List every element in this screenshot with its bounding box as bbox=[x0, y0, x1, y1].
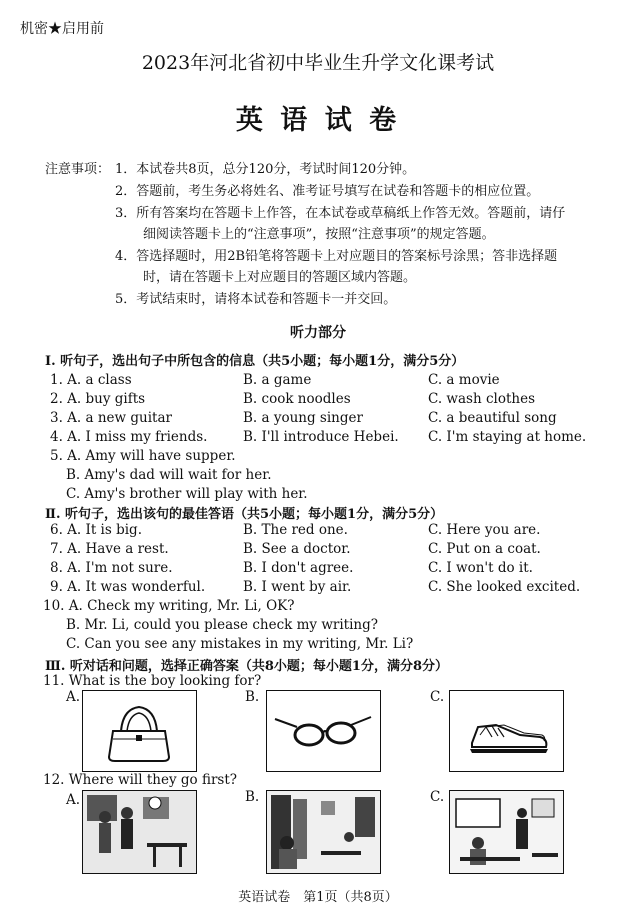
page-footer: 英语试卷 第1页（共8页） bbox=[238, 890, 398, 905]
q7-option-b: B. See a doctor. bbox=[243, 541, 351, 557]
notice-item: 5．考试结束时，请将本试卷和答题卡一并交回。 bbox=[115, 292, 397, 307]
q12-question: 12. Where will they go first? bbox=[43, 772, 237, 788]
q1-option-c: C. a movie bbox=[428, 372, 500, 388]
q4-option-a: 4. A. I miss my friends. bbox=[50, 429, 208, 445]
q12-label-c: C. bbox=[430, 789, 445, 805]
handbag-icon bbox=[83, 691, 196, 771]
q11-label-c: C. bbox=[430, 689, 445, 705]
q1-option-b: B. a game bbox=[243, 372, 312, 388]
q11-picture-b bbox=[266, 690, 381, 772]
classroom-scene-icon bbox=[450, 791, 563, 873]
q9-option-b: B. I went by air. bbox=[243, 579, 352, 595]
q9-option-c: C. She looked excited. bbox=[428, 579, 581, 595]
subject-title: 英 语 试 卷 bbox=[235, 105, 401, 136]
q9-option-a: 9. A. It was wonderful. bbox=[50, 579, 206, 595]
notice-item: 3．所有答案均在答题卡上作答，在本试卷或草稿纸上作答无效。答题前，请仔 bbox=[115, 206, 566, 221]
q11-label-a: A. bbox=[66, 689, 81, 705]
q2-option-b: B. cook noodles bbox=[243, 391, 351, 407]
exam-title: 2023年河北省初中毕业生升学文化课考试 bbox=[141, 52, 495, 74]
q2-option-a: 2. A. buy gifts bbox=[50, 391, 146, 407]
q7-option-a: 7. A. Have a rest. bbox=[50, 541, 169, 557]
part3-title: Ⅲ. 听对话和问题，选择正确答案（共8小题；每小题1分，满分8分） bbox=[45, 659, 449, 674]
glasses-icon bbox=[267, 691, 380, 771]
q8-option-b: B. I don't agree. bbox=[243, 560, 354, 576]
q12-picture-a bbox=[82, 790, 197, 874]
q1-option-a: 1. A. a class bbox=[50, 372, 132, 388]
q6-option-a: 6. A. It is big. bbox=[50, 522, 142, 538]
q12-label-b: B. bbox=[245, 789, 260, 805]
q3-option-a: 3. A. a new guitar bbox=[50, 410, 172, 426]
q12-picture-c bbox=[449, 790, 564, 874]
q11-picture-a bbox=[82, 690, 197, 772]
part2-title: Ⅱ. 听句子，选出该句的最佳答语（共5小题；每小题1分，满分5分） bbox=[45, 507, 444, 522]
notice-item: 1．本试卷共8页，总分120分，考试时间120分钟。 bbox=[115, 162, 416, 177]
q8-option-c: C. I won't do it. bbox=[428, 560, 533, 576]
part1-title: Ⅰ. 听句子，选出句子中所包含的信息（共5小题；每小题1分，满分5分） bbox=[45, 354, 465, 369]
q11-picture-c bbox=[449, 690, 564, 772]
q6-option-b: B. The red one. bbox=[243, 522, 348, 538]
q10-option-c: C. Can you see any mistakes in my writing, Mr. Li? bbox=[66, 636, 414, 652]
notice-item: 4．答选择题时，用2B铅笔将答题卡上对应题目的答案标号涂黑；答非选择题 bbox=[115, 249, 558, 264]
q3-option-c: C. a beautiful song bbox=[428, 410, 557, 426]
notice-item: 细阅读答题卡上的“注意事项”，按照“注意事项”的规定答题。 bbox=[143, 227, 495, 242]
q5-option-a: 5. A. Amy will have supper. bbox=[50, 448, 236, 464]
q10-option-a: 10. A. Check my writing, Mr. Li, OK? bbox=[43, 598, 295, 614]
q3-option-b: B. a young singer bbox=[243, 410, 363, 426]
q5-option-b: B. Amy's dad will wait for her. bbox=[66, 467, 272, 483]
q6-option-c: C. Here you are. bbox=[428, 522, 541, 538]
q4-option-c: C. I'm staying at home. bbox=[428, 429, 587, 445]
q12-label-a: A. bbox=[66, 792, 81, 808]
q4-option-b: B. I'll introduce Hebei. bbox=[243, 429, 399, 445]
q10-option-b: B. Mr. Li, could you please check my writing? bbox=[66, 617, 378, 633]
q12-picture-b bbox=[266, 790, 381, 874]
notice-item: 2．答题前，考生务必将姓名、准考证号填写在试卷和答题卡的相应位置。 bbox=[115, 184, 540, 199]
q8-option-a: 8. A. I'm not sure. bbox=[50, 560, 173, 576]
q11-question: 11. What is the boy looking for? bbox=[43, 673, 262, 689]
library-scene-icon bbox=[267, 791, 380, 873]
sneakers-icon bbox=[450, 691, 563, 771]
q2-option-c: C. wash clothes bbox=[428, 391, 535, 407]
section-title: 听力部分 bbox=[290, 325, 346, 341]
secret-label: 机密★启用前 bbox=[20, 21, 104, 37]
notice-item: 时，请在答题卡上对应题目的答题区域内答题。 bbox=[143, 270, 417, 285]
q5-option-c: C. Amy's brother will play with her. bbox=[66, 486, 308, 502]
q11-label-b: B. bbox=[245, 689, 260, 705]
restaurant-scene-icon bbox=[83, 791, 196, 873]
notice-label: 注意事项： bbox=[45, 162, 111, 177]
q7-option-c: C. Put on a coat. bbox=[428, 541, 541, 557]
